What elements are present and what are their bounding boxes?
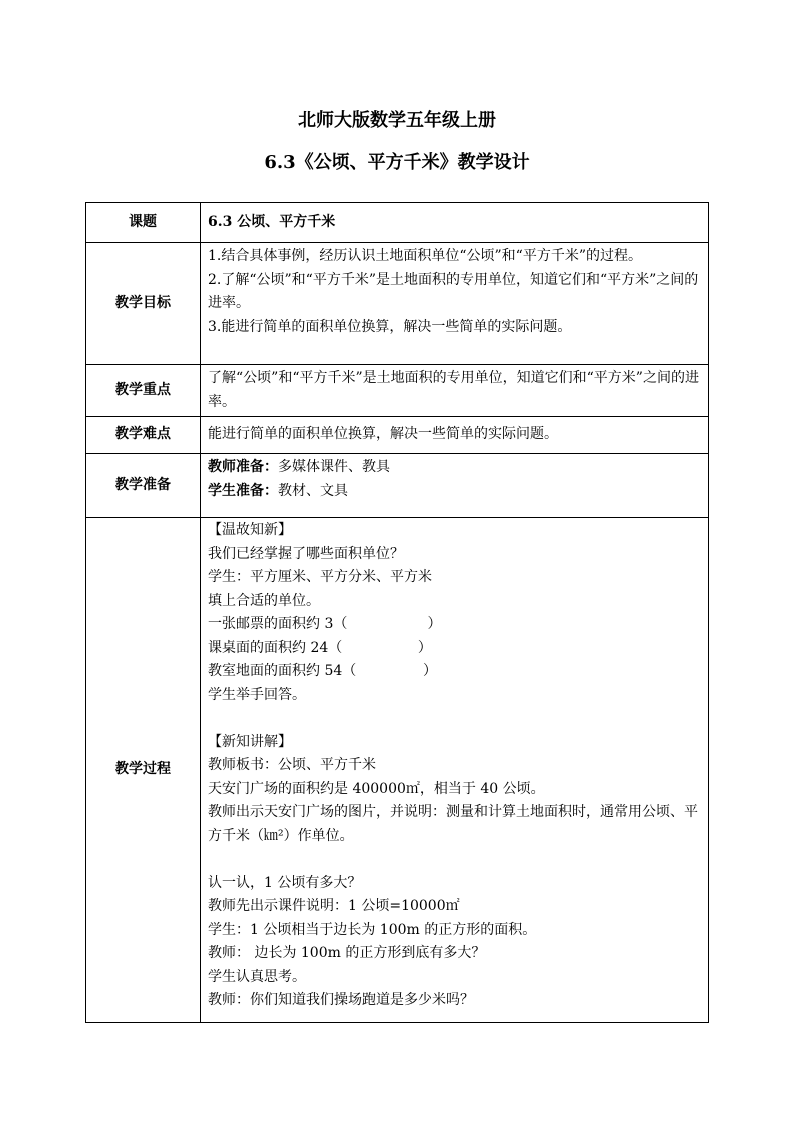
process-line: 教师先出示课件说明：1 公顷=10000㎡ (208, 898, 460, 914)
keypoints-value: 了解“公顷”和“平方千米”是土地面积的专用单位，知道它们和“平方米”之间的进率。 (201, 365, 709, 417)
spacer (208, 848, 702, 872)
process-line: 学生：1 公顷相当于边长为 100m 的正方形的面积。 (208, 921, 537, 938)
goal-item: 3.能进行简单的面积单位换算，解决一些简单的实际问题。 (208, 318, 572, 335)
spacer (208, 707, 702, 731)
process-line: 教师板书：公顷、平方千米 (208, 757, 376, 773)
teacher-preparation-value: 多媒体课件、教具 (278, 459, 390, 475)
document-title: 北师大版数学五年级上册 (298, 110, 496, 131)
teacher-preparation-label: 教师准备： (208, 459, 278, 475)
topic-value: 6.3 公顷、平方千米 (201, 203, 709, 243)
table-row-keypoints (86, 365, 709, 417)
process-line: 教师出示天安门广场的图片，并说明：测量和计算土地面积时，通常用公顷、平方千米（㎞²）作单位。 (208, 804, 698, 844)
row-label-keypoints: 教学重点 (86, 365, 201, 417)
process-line: 填上合适的单位。 (208, 592, 320, 609)
process-line: 认一认，1 公顷有多大？ (208, 874, 362, 891)
row-label-process: 教学过程 (86, 518, 201, 1023)
new-knowledge-heading: 【新知讲解】 (208, 733, 292, 750)
process-content (201, 518, 709, 1023)
lesson-plan-table (85, 202, 709, 1023)
student-preparation (208, 480, 702, 504)
fill-blank-item: 一张邮票的面积约 3（ ） (208, 616, 442, 632)
goal-item: 2.了解“公顷”和“平方千米”是土地面积的专用单位，知道它们和“平方米”之间的进率。 (208, 271, 699, 311)
process-line: 教师：你们知道我们操场跑道是多少米吗？ (208, 992, 474, 1008)
difficulties-value: 能进行简单的面积单位换算，解决一些简单的实际问题。 (201, 417, 709, 454)
student-preparation-label: 学生准备： (208, 482, 278, 499)
table-row-process (86, 518, 709, 1023)
fill-blank-item: 教室地面的面积约 54（ ） (208, 663, 438, 679)
process-line: 学生：平方厘米、平方分米、平方米 (208, 569, 432, 585)
process-line: 教师： 边长为 100m 的正方形到底有多大？ (208, 945, 486, 961)
document-subtitle: 6.3《公顷、平方千米》教学设计 (264, 152, 530, 173)
table-row-goals (86, 243, 709, 365)
table-row-topic (86, 203, 709, 243)
process-line: 天安门广场的面积约是 400000㎡，相当于 40 公顷。 (208, 780, 545, 797)
goals-content (201, 243, 709, 365)
row-label-goals: 教学目标 (86, 243, 201, 365)
review-heading: 【温故知新】 (208, 522, 292, 538)
row-label-topic: 课题 (86, 203, 201, 243)
process-line: 我们已经掌握了哪些面积单位？ (208, 545, 404, 562)
preparation-content (201, 454, 709, 518)
row-label-preparation: 教学准备 (86, 454, 201, 518)
goal-item: 1.结合具体事例，经历认识土地面积单位“公顷”和“平方千米”的过程。 (208, 248, 642, 264)
table-row-difficulties (86, 417, 709, 454)
teacher-preparation (208, 456, 702, 480)
process-line: 学生举手回答。 (208, 686, 306, 703)
fill-blank-item: 课桌面的面积约 24（ ） (208, 639, 432, 656)
table-row-preparation (86, 454, 709, 518)
process-line: 学生认真思考。 (208, 968, 306, 985)
row-label-difficulties: 教学难点 (86, 417, 201, 454)
student-preparation-value: 教材、文具 (278, 482, 348, 499)
